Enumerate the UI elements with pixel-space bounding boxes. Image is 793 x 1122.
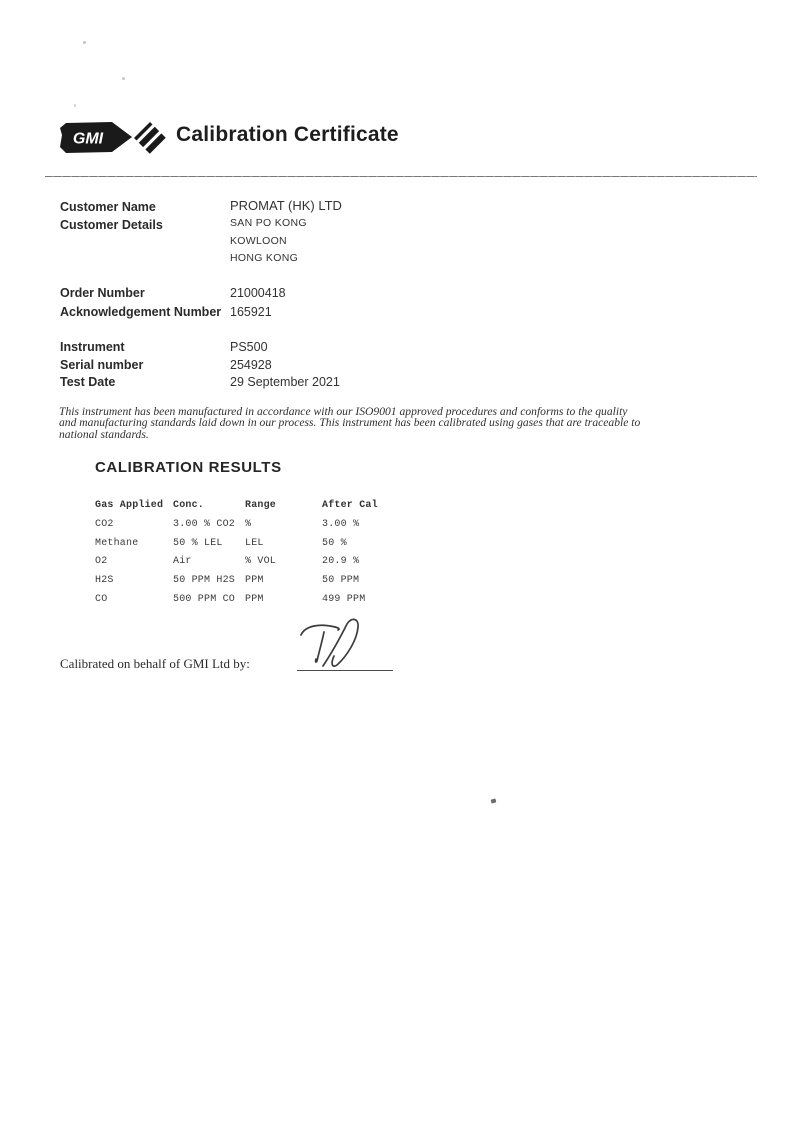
customer-address-line: SAN PO KONG <box>230 217 307 229</box>
table-cell-conc: Air <box>173 556 192 568</box>
gmi-logo-graphic <box>60 120 166 158</box>
calibration-results-table <box>95 497 378 610</box>
table-cell-conc: 3.00 % CO2 <box>173 518 236 530</box>
customer-name-value: PROMAT (HK) LTD <box>230 198 342 213</box>
table-cell-aftercal: 50 % <box>322 537 347 549</box>
table-cell-gas: CO <box>95 593 108 605</box>
customer-name-label: Customer Name <box>60 200 156 214</box>
order-labels <box>60 284 221 321</box>
customer-details-label: Customer Details <box>60 218 163 232</box>
table-cell-gas: O2 <box>95 556 108 568</box>
scan-speck <box>83 41 86 44</box>
column-header-conc: Conc. <box>173 500 205 511</box>
table-cell-range: LEL <box>245 537 264 549</box>
table-cell-range: % <box>245 518 252 530</box>
column-header-gas-applied: Gas Applied <box>95 500 164 511</box>
acknowledgement-number-label: Acknowledgement Number <box>60 304 222 319</box>
serial-number-value: 254928 <box>230 357 272 372</box>
instrument-labels <box>60 339 143 392</box>
customer-address-line: KOWLOON <box>230 234 287 247</box>
header-divider <box>45 176 757 177</box>
quality-statement <box>59 406 731 440</box>
table-cell-gas: H2S <box>95 575 114 587</box>
test-date-value: 29 September 2021 <box>230 375 340 389</box>
table-cell-conc: 50 % LEL <box>173 537 223 549</box>
table-cell-gas: CO2 <box>95 518 114 530</box>
table-cell-aftercal: 50 PPM <box>322 575 360 587</box>
serial-number-label: Serial number <box>60 357 144 372</box>
instrument-label: Instrument <box>60 340 125 354</box>
order-number-label: Order Number <box>60 286 145 300</box>
table-cell-range: % VOL <box>245 556 277 568</box>
acknowledgement-number-value: 165921 <box>230 304 272 319</box>
quality-statement-line: national standards. <box>59 427 149 441</box>
order-values <box>230 284 286 321</box>
table-cell-aftercal: 499 PPM <box>322 593 366 605</box>
gmi-logo <box>60 120 166 163</box>
scan-speck <box>491 798 497 803</box>
instrument-values <box>230 339 340 392</box>
signature-label: Calibrated on behalf of GMI Ltd by: <box>60 656 250 671</box>
table-cell-aftercal: 3.00 % <box>322 518 360 530</box>
scan-speck <box>122 77 125 80</box>
signature-mark <box>293 616 385 677</box>
customer-address-line: HONG KONG <box>230 252 299 264</box>
table-cell-range: PPM <box>245 575 264 587</box>
quality-statement-line: and manufacturing standards laid down in our process. This instrument has been calibrated using gases that are traceable to <box>59 416 641 430</box>
table-cell-conc: 500 PPM CO <box>173 593 236 605</box>
gmi-logo-text: GMI <box>72 130 104 148</box>
test-date-label: Test Date <box>60 375 116 389</box>
column-header-range: Range <box>245 500 277 511</box>
column-header-after-cal: After Cal <box>322 500 378 511</box>
table-cell-range: PPM <box>245 593 264 605</box>
quality-statement-line: This instrument has been manufactured in accordance with our ISO9001 approved procedures and conforms to the quality <box>59 405 628 418</box>
calibration-results-heading: CALIBRATION RESULTS <box>95 459 282 476</box>
customer-values <box>230 197 342 268</box>
page-title: Calibration Certificate <box>176 123 399 146</box>
diamond-stripes-icon <box>126 120 166 158</box>
scan-speck <box>74 104 76 107</box>
table-cell-gas: Methane <box>95 537 139 549</box>
table-cell-conc: 50 PPM H2S <box>173 575 236 587</box>
table-cell-aftercal: 20.9 % <box>322 556 360 568</box>
order-number-value: 21000418 <box>230 286 286 300</box>
customer-labels <box>60 198 163 234</box>
instrument-value: PS500 <box>230 340 268 354</box>
